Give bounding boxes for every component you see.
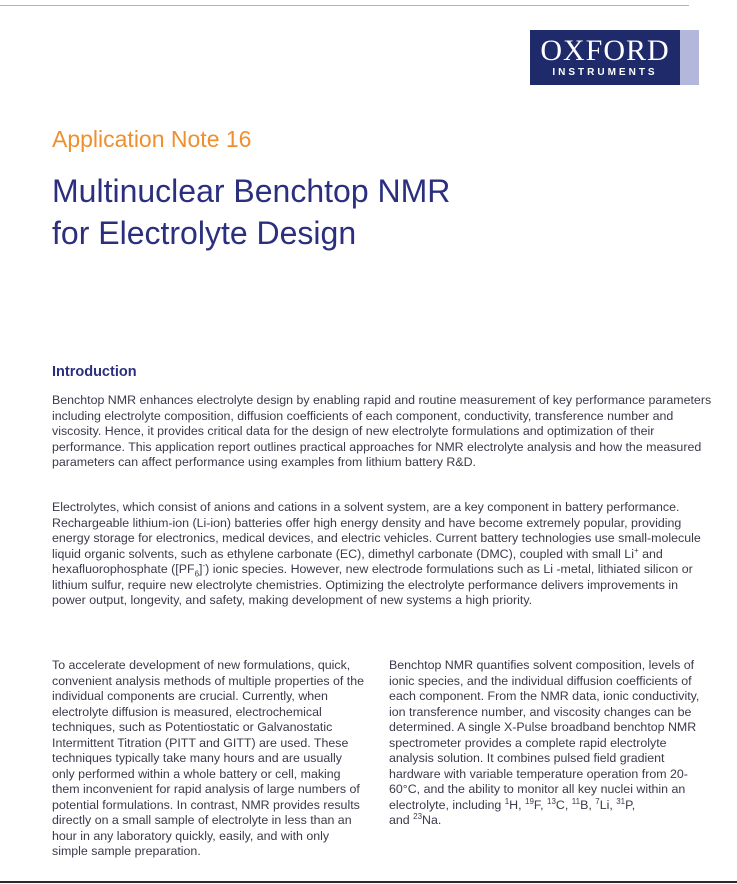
logo-accent-strip — [680, 30, 699, 85]
p2-text-b: and hexafluorophosphate ([PF — [52, 546, 663, 576]
b-mass-number: 11 — [571, 796, 581, 806]
oxford-instruments-logo — [530, 30, 680, 85]
pf6-subscript: 6 — [194, 569, 200, 579]
li-mass-number: 7 — [595, 796, 600, 806]
logo-wordmark: OXFORD — [540, 34, 670, 67]
b-symbol: B, — [580, 797, 596, 812]
na-mass-number: 23 — [413, 811, 423, 821]
c-symbol: C, — [555, 797, 572, 812]
p-symbol: P, — [625, 797, 636, 812]
intro-paragraph-2 — [52, 500, 712, 609]
title-line-1: Multinuclear Benchtop NMR — [52, 173, 451, 209]
intro-paragraph-1 — [52, 393, 712, 471]
intro-paragraph-1-text: Benchtop NMR enhances electrolyte design by enabling rapid and routine measurement of key performance parameters including electrolyte composition, diffusion coefficients of each component, conductivity, transference number and viscosity. Hence, it provides critical data for the design of new electrolyte formulations and optimization of their performance. This application report outlines practical approaches for NMR electrolyte analysis and how the measured parameters can affect performance using examples from lithium battery R&D. — [52, 393, 712, 469]
logo-subtitle: INSTRUMENTS — [552, 67, 658, 78]
left-column-text: To accelerate development of new formulations, quick, convenient analysis methods of multiple properties of the individual components are crucial. Currently, when electrolyte diffusion is measured, electrochemical techniques, such as Potentiostatic or Galvanostatic Intermittent Titration (PITT and GITT) are used. These techniques typically take many hours and are usually only performed within a whole battery or cell, making them inconvenient for rapid analysis of large numbers of potential formulations. In contrast, NMR provides results directly on a small sample of electrolyte in less than an hour in any laboratory quickly, easily, and with only simple sample preparation. — [52, 658, 365, 858]
page-title — [52, 170, 692, 254]
li-charge: + — [633, 545, 639, 555]
p-mass-number: 31 — [616, 796, 626, 806]
c-mass-number: 13 — [547, 796, 556, 806]
intro-paragraph-2-text — [52, 500, 712, 609]
bottom-divider — [0, 881, 737, 883]
application-note-label: Application Note 16 — [52, 126, 252, 152]
top-divider — [0, 0, 689, 6]
p2-bracket: ] — [199, 562, 203, 576]
right-column-text — [389, 658, 707, 829]
h-mass-number: 1 — [504, 796, 510, 806]
and-connector: and — [389, 813, 414, 827]
f-mass-number: 19 — [525, 796, 534, 806]
p2-text-c: ) ionic species. However, new electrode formulations such as Li -metal, lithiated silicon or lithium sulfur, require new electrolyte chemistries. Optimizing the electrolyte performance delivers improvements in power output, longevity, and safety, making development of new systems a high priority. — [52, 562, 693, 607]
introduction-heading: Introduction — [52, 364, 137, 380]
h-symbol: H, — [509, 797, 526, 812]
na-symbol: Na. — [422, 813, 442, 827]
p2-text-a: Electrolytes, which consist of anions and cations in a solvent system, are a key component in battery performance. Rechargeable lithium-ion (Li-ion) batteries offer high energy density and have become extremely popular, providing energy storage for electronics, medical devices, and electric vehicles. Current battery technologies use small-molecule liquid organic solvents, such as ethylene carbonate (EC), dimethyl carbonate (DMC), coupled with small Li — [52, 500, 701, 561]
title-line-2: for Electrolyte Design — [52, 215, 357, 251]
li-symbol: Li, — [599, 797, 617, 812]
f-symbol: F, — [533, 797, 548, 812]
pf6-charge: - — [202, 560, 206, 570]
right-column-body: Benchtop NMR quantifies solvent composition, levels of ionic species, and the individual diffusion coefficients of each component. From the NMR data, ionic conductivity, ion transference number, and viscosity changes can be determined. A single X-Pulse broadband benchtop NMR spectrometer provides a complete rapid electrolyte analysis solution. It combines pulsed field gradient hardware with variable temperature operation from 20-60°C, and the ability to monitor all key nuclei within an electrolyte, including — [389, 658, 700, 812]
